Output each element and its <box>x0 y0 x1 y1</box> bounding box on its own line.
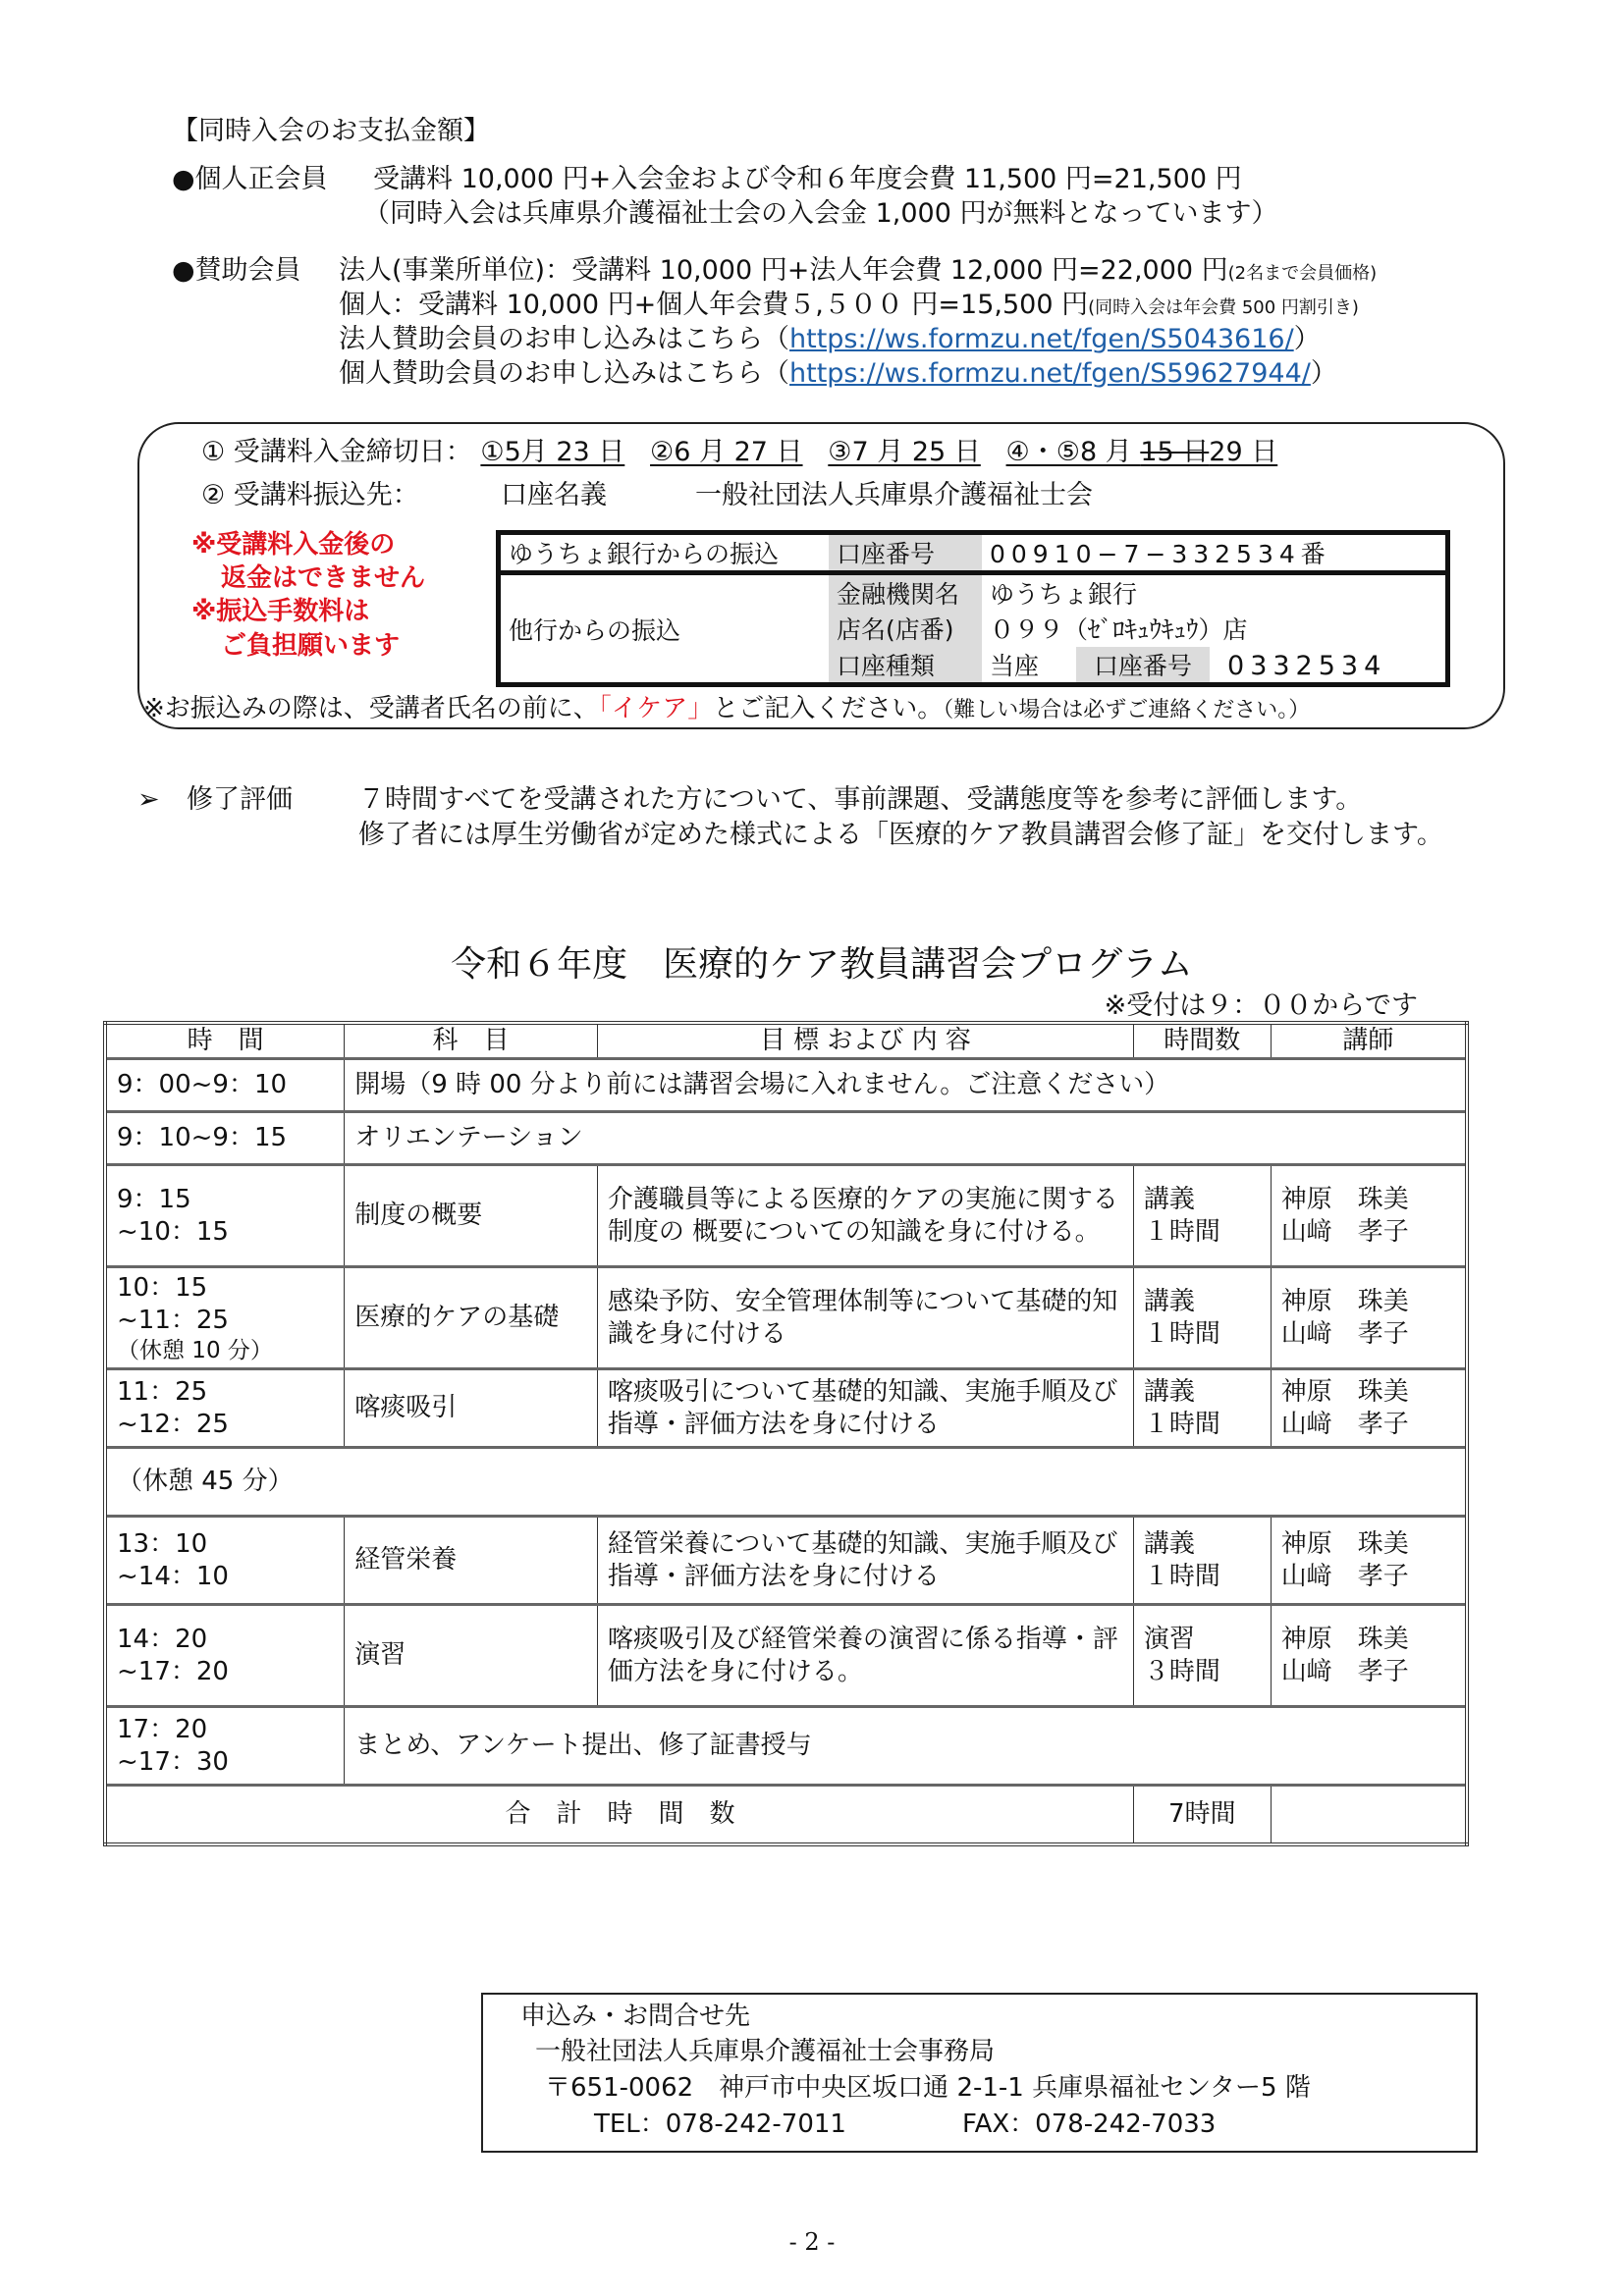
row-time <box>105 1165 345 1267</box>
lecturer: 神原 珠美 <box>1280 1184 1409 1214</box>
row-time <box>105 1707 345 1786</box>
reception-note: ※受付は９：００からです <box>1104 990 1418 1021</box>
yucho-account-number: 00910−7−332534番 <box>982 533 1448 573</box>
hours-type: 講義 <box>1143 1376 1195 1407</box>
row-time: 9：00~9：10 <box>105 1059 345 1112</box>
row-goal: 感染予防、安全管理体制等について基礎的知識を身に付ける <box>597 1267 1133 1369</box>
lecturer: 山﨑 孝子 <box>1280 1561 1409 1591</box>
table-row <box>105 1707 1467 1786</box>
header-hours: 時間数 <box>1133 1023 1271 1059</box>
row-lecturers <box>1271 1267 1467 1369</box>
warning-fee-2: ご負担願います <box>221 631 401 661</box>
deadline-new: 29 日 <box>1209 437 1278 467</box>
total-lecturer-empty <box>1271 1786 1467 1844</box>
header-goal: 目 標 および 内 容 <box>597 1023 1133 1059</box>
row-hours <box>1133 1267 1271 1369</box>
account-type-field: 口座種類 <box>829 647 982 685</box>
break-row: （休憩 45 分） <box>105 1448 1467 1517</box>
header-lecturer: 講師 <box>1271 1023 1467 1059</box>
corporate-apply-line <box>339 322 1321 357</box>
deadline-4-5-prefix: ④・⑤8 月 <box>1005 437 1141 467</box>
personal-fee-note: (同時入会は年会費 500 円割引き) <box>1088 297 1359 318</box>
row-content: まとめ、アンケート提出、修了証書授与 <box>345 1707 1467 1786</box>
program-title: 令和６年度 医療的ケア教員講習会プログラム <box>451 944 1193 985</box>
transfer-note-text: ※お振込みの際は、受講者氏名の前に、 <box>143 694 599 723</box>
table-row-break <box>105 1448 1467 1517</box>
row-hours <box>1133 1517 1271 1605</box>
header-time: 時 間 <box>105 1023 345 1059</box>
contact-heading: 申込み・お問合せ先 <box>520 2002 751 2031</box>
table-row <box>105 1267 1467 1369</box>
yucho-row <box>499 533 1448 573</box>
deadline-4-5 <box>1006 437 1278 467</box>
supporting-corporate-fee <box>339 253 1377 292</box>
transfer-note-highlight: 「イケア」 <box>598 694 714 723</box>
yucho-field: 口座番号 <box>829 533 982 573</box>
completion-line-1: ７時間すべてを受講された方について、事前課題、受講態度等を参考に評価します。 <box>358 784 1363 815</box>
close-paren: ） <box>1293 324 1321 354</box>
hours-count: １時間 <box>1143 1561 1220 1591</box>
time-start: 10：15 <box>117 1272 208 1303</box>
table-row <box>105 1369 1467 1448</box>
lecturer: 神原 珠美 <box>1280 1528 1409 1559</box>
hours-count: ３時間 <box>1143 1656 1220 1686</box>
time-break: （休憩 10 分） <box>117 1337 273 1363</box>
individual-member-label: ●個人正会員 <box>172 164 328 194</box>
transfer-note-after: とご記入ください。 <box>713 694 944 723</box>
other-account-number: 0332534 <box>1227 650 1387 681</box>
account-name-label: 口座名義 <box>501 480 607 510</box>
contact-address: 〒651-0062 神戸市中央区坂口通 2-1-1 兵庫県福祉センター5 階 <box>545 2073 1311 2103</box>
row-time: 9：10~9：15 <box>105 1112 345 1165</box>
program-header-row <box>105 1023 1467 1059</box>
row-time <box>105 1267 345 1369</box>
time-end: ~17：30 <box>117 1746 229 1777</box>
lecturer: 神原 珠美 <box>1280 1624 1409 1654</box>
time-end: ~11：25 <box>117 1305 229 1335</box>
contact-tel: TEL：078-242-7011 <box>594 2109 846 2139</box>
transfer-note-small: （難しい場合は必ずご連絡ください。） <box>943 698 1311 722</box>
row-subject: 経管栄養 <box>345 1517 598 1605</box>
lecturer: 山﨑 孝子 <box>1280 1656 1409 1686</box>
contact-org: 一般社団法人兵庫県介護福祉士会事務局 <box>535 2037 996 2066</box>
warning-refund-2: 返金はできません <box>221 563 426 593</box>
row-subject: 喀痰吸引 <box>345 1369 598 1448</box>
row-lecturers <box>1271 1369 1467 1448</box>
row-subject: 医療的ケアの基礎 <box>345 1267 598 1369</box>
lecturer: 神原 珠美 <box>1280 1286 1409 1316</box>
page-number: - 2 - <box>788 2228 836 2256</box>
row-lecturers <box>1271 1605 1467 1707</box>
account-type-value: 当座 <box>990 651 1040 680</box>
time-start: 17：20 <box>117 1714 208 1744</box>
bank-transfer-table <box>496 530 1450 687</box>
hours-type: 講義 <box>1143 1528 1195 1559</box>
hours-type: 講義 <box>1143 1286 1195 1316</box>
fees-heading: 【同時入会のお支払金額】 <box>172 116 490 146</box>
deadline-2: ②6 月 27 日 <box>650 437 803 467</box>
yucho-label: ゆうちょ銀行からの振込 <box>499 533 830 573</box>
lecturer: 山﨑 孝子 <box>1280 1409 1409 1439</box>
row-content: 開場（9 時 00 分より前には講習会場に入れません。ご注意ください） <box>345 1059 1467 1112</box>
program-table <box>103 1021 1469 1846</box>
time-start: 9：15 <box>117 1184 191 1214</box>
hours-type: 講義 <box>1143 1184 1195 1214</box>
corporate-apply-link[interactable]: https://ws.formzu.net/fgen/S5043616/ <box>789 324 1294 354</box>
branch-value: ０９９（ｾﾞﾛｷｭｳｷｭｳ）店 <box>990 615 1248 645</box>
personal-apply-link[interactable]: https://ws.formzu.net/fgen/S59627944/ <box>789 358 1311 389</box>
corporate-fee-note: (2名まで会員価格) <box>1227 263 1378 284</box>
personal-fee-line: 個人：受講料 10,000 円+個人年会費５,５００ 円=15,500 円 <box>339 290 1089 320</box>
row-hours <box>1133 1369 1271 1448</box>
time-end: ~17：20 <box>117 1656 229 1686</box>
row-lecturers <box>1271 1517 1467 1605</box>
table-row <box>105 1112 1467 1165</box>
lecturer: 山﨑 孝子 <box>1280 1318 1409 1349</box>
transfer-note <box>143 692 1310 727</box>
time-end: ~14：10 <box>117 1561 229 1591</box>
row-goal: 喀痰吸引及び経管栄養の演習に係る指導・評価方法を身に付ける。 <box>597 1605 1133 1707</box>
table-row <box>105 1517 1467 1605</box>
personal-apply-line <box>339 356 1337 392</box>
row-subject: 演習 <box>345 1605 598 1707</box>
other-account-field: 口座番号 <box>1076 647 1210 682</box>
row-subject: 制度の概要 <box>345 1165 598 1267</box>
row-hours <box>1133 1605 1271 1707</box>
completion-bullet-icon: ➢ <box>137 784 160 815</box>
deadline-3: ③7 月 25 日 <box>828 437 981 467</box>
row-time <box>105 1605 345 1707</box>
hours-count: １時間 <box>1143 1216 1220 1247</box>
individual-member-fee: 受講料 10,000 円+入会金および令和６年度会費 11,500 円=21,500 円 <box>373 164 1242 194</box>
time-start: 11：25 <box>117 1376 208 1407</box>
close-paren: ） <box>1310 358 1337 389</box>
row-goal: 喀痰吸引について基礎的知識、実施手順及び指導・評価方法を身に付ける <box>597 1369 1133 1448</box>
completion-label: 修了評価 <box>187 784 293 815</box>
corporate-apply-text: 法人賛助会員のお申し込みはこちら（ <box>339 324 789 354</box>
row-goal: 介護職員等による医療的ケアの実施に関する制度の 概要についての知識を身に付ける。 <box>597 1165 1133 1267</box>
hours-count: １時間 <box>1143 1318 1220 1349</box>
time-end: ~10：15 <box>117 1216 229 1247</box>
lecturer: 山﨑 孝子 <box>1280 1216 1409 1247</box>
time-start: 14：20 <box>117 1624 208 1654</box>
bank-name-field: 金融機関名 <box>829 573 982 612</box>
bank-name-value: ゆうちょ銀行 <box>990 580 1138 610</box>
time-end: ~12：25 <box>117 1409 229 1439</box>
deadline-struck: 15 日 <box>1140 437 1210 467</box>
branch-field: 店名(店番) <box>829 611 982 646</box>
deadline-label: ① 受講料入金締切日： <box>201 437 472 467</box>
hours-type: 演習 <box>1143 1624 1195 1654</box>
completion-line-2: 修了者には厚生労働省が定めた様式による「医療的ケア教員講習会修了証」を交付します。 <box>358 820 1443 850</box>
table-row <box>105 1165 1467 1267</box>
row-content: オリエンテーション <box>345 1112 1467 1165</box>
table-row <box>105 1059 1467 1112</box>
table-row <box>105 1605 1467 1707</box>
time-start: 13：10 <box>117 1528 208 1559</box>
row-hours <box>1133 1165 1271 1267</box>
warning-fee-1: ※振込手数料は <box>191 597 370 626</box>
hours-count: １時間 <box>1143 1409 1220 1439</box>
header-subject: 科 目 <box>345 1023 598 1059</box>
other-bank-label: 他行からの振込 <box>509 615 681 645</box>
warning-refund-1: ※受講料入金後の <box>191 530 396 560</box>
personal-apply-text: 個人賛助会員のお申し込みはこちら（ <box>339 358 789 389</box>
individual-member-note: （同時入会は兵庫県介護福祉士会の入会金 1,000 円が無料となっています） <box>363 198 1278 229</box>
deadline-1: ①5月 23 日 <box>480 437 625 467</box>
account-name: 一般社団法人兵庫県介護福祉士会 <box>695 480 1093 510</box>
deadline-row <box>201 435 1277 470</box>
other-bank-row <box>499 573 1448 612</box>
row-time <box>105 1369 345 1448</box>
lecturer: 神原 珠美 <box>1280 1376 1409 1407</box>
row-lecturers <box>1271 1165 1467 1267</box>
total-label: 合 計 時 間 数 <box>105 1786 1133 1844</box>
contact-fax: FAX：078-242-7033 <box>962 2109 1217 2139</box>
supporting-member-label: ●賛助会員 <box>172 255 301 286</box>
corporate-fee-line: 法人(事業所単位)：受講料 10,000 円+法人年会費 12,000 円=22,000 円 <box>339 255 1228 286</box>
supporting-personal-fee <box>339 288 1359 326</box>
total-row <box>105 1786 1467 1844</box>
total-hours: 7時間 <box>1133 1786 1271 1844</box>
row-goal: 経管栄養について基礎的知識、実施手順及び指導・評価方法を身に付ける <box>597 1517 1133 1605</box>
account-label: ② 受講料振込先： <box>201 480 419 510</box>
row-time <box>105 1517 345 1605</box>
